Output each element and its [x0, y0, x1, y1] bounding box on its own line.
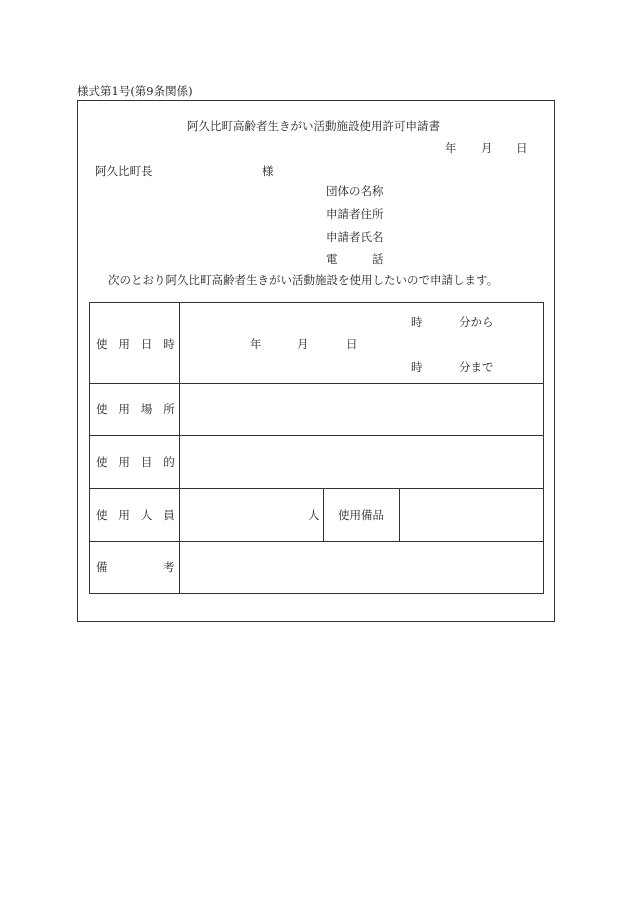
- equipment-label: 使用備品: [338, 508, 384, 522]
- usage-year-label: 年: [250, 337, 262, 351]
- date-day-label: 日: [516, 141, 528, 155]
- date-month-label: 月: [481, 141, 493, 155]
- application-statement: 次のとおり阿久比町高齢者生きがい活動施設を使用したいので申請します。: [108, 273, 499, 287]
- addressee-name: 阿久比町長: [95, 164, 153, 178]
- start-minute-label: 分から: [459, 315, 494, 329]
- start-hour-label: 時: [411, 315, 423, 329]
- phone-label-part2: 話: [372, 252, 384, 266]
- page-title: 阿久比町高齢者生きがい活動施設使用許可申請書: [187, 119, 440, 133]
- usage-table: [89, 302, 544, 594]
- usage-place-label: 使用場所: [96, 402, 186, 416]
- form-number: 様式第1号(第9条関係): [77, 84, 193, 98]
- end-hour-label: 時: [411, 360, 423, 374]
- usage-datetime-label: 使用日時: [96, 337, 186, 351]
- usage-purpose-label: 使用目的: [96, 455, 186, 469]
- date-year-label: 年: [445, 141, 457, 155]
- usage-people-label: 使用人員: [96, 508, 186, 522]
- remarks-label-part2: 考: [163, 560, 175, 574]
- end-minute-label: 分まで: [459, 360, 494, 374]
- addressee-honorific: 様: [262, 164, 274, 178]
- phone-label-part1: 電: [326, 252, 338, 266]
- usage-month-label: 月: [297, 337, 309, 351]
- organization-name-label: 団体の名称: [326, 184, 384, 198]
- applicant-address-label: 申請者住所: [326, 207, 384, 221]
- usage-day-label: 日: [346, 337, 358, 351]
- people-unit-label: 人: [308, 508, 320, 522]
- applicant-name-label: 申請者氏名: [326, 230, 384, 244]
- remarks-label-part1: 備: [96, 560, 108, 574]
